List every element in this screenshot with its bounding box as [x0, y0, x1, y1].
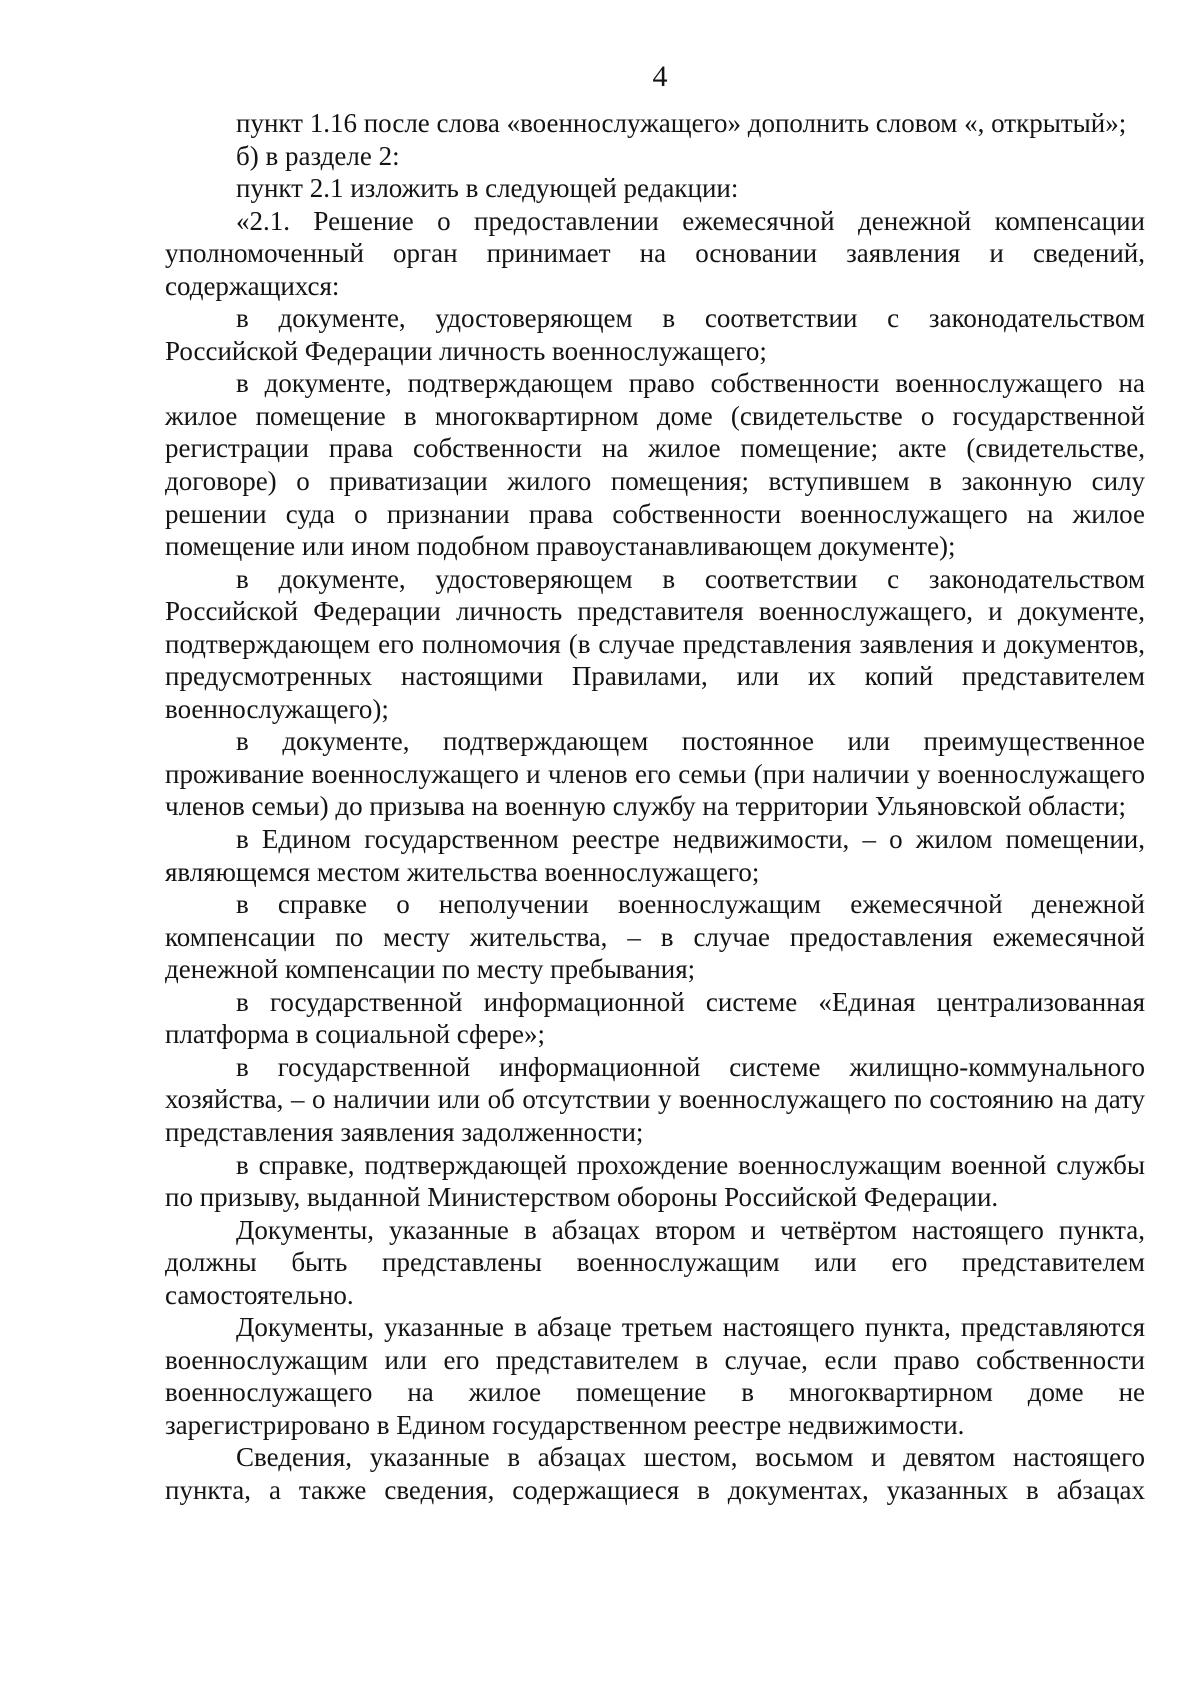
paragraph-section-2-heading: б) в разделе 2: [236, 140, 400, 171]
paragraph-clause-1-16: пункт 1.16 после слова «военнослужащего» дополнить словом «, открытый»; [236, 108, 1127, 138]
paragraph-ownership-not-registered: Документы, указанные в абзаце третьем настоящего пункта, представляются военнослужащим или его представителем в случае, если право собственности военнослужащего на жилое помещение в многоквартирном доме не зарегистрировано в Едином государственном реестре недвижимости. [165, 1312, 1145, 1440]
paragraph-real-estate-registry: в Едином государственном реестре недвижимости, – о жилом помещении, являющемся местом жительства военнослужащего; [165, 824, 1145, 887]
paragraph-non-receipt-certificate: в справке о неполучении военнослужащим ежемесячной денежной компенсации по месту жительства, – в случае предоставления ежемесячной денежной компенсации по месту пребывания; [165, 889, 1145, 985]
paragraph-social-platform: в государственной информационной системе «Единая централизованная платформа в социальной сфере»; [165, 986, 1145, 1050]
paragraph-clause-2-1-text: «2.1. Решение о предоставлении ежемесячной денежной компенсации уполномоченный орган принимает на основании заявления и сведений, содержащихся: [165, 205, 1145, 301]
paragraph-clause-2-1-intro: пункт 2.1 изложить в следующей редакции: [236, 173, 739, 204]
paragraph-identity-document: в документе, удостоверяющем в соответствии с законодательством Российской Федерации личность военнослужащего; [165, 303, 1145, 366]
paragraph-housing-system: в государственной информационной системе жилищно-коммунального хозяйства, – о наличии или об отсутствии у военнослужащего по состоянию на дату представления заявления задолженности; [165, 1051, 1145, 1147]
document-body [165, 107, 1145, 1507]
paragraph-representative-document: в документе, удостоверяющем в соответствии с законодательством Российской Федерации личность представителя военнослужащего, и документе, подтверждающем его полномочия (в случае представления заявления и документов, предусмотренных настоящими Правилами, или их копий представителем военнослужащего); [165, 563, 1145, 724]
paragraph-self-submitted-documents: Документы, указанные в абзацах втором и четвёртом настоящего пункта, должны быть представлены военнослужащим или его представителем самостоятельно. [165, 1214, 1145, 1310]
paragraph-service-certificate: в справке, подтверждающей прохождение военнослужащим военной службы по призыву, выданной Министерством обороны Российской Федерации. [165, 1149, 1145, 1213]
paragraph-residence-document: в документе, подтверждающем постоянное или преимущественное проживание военнослужащего и членов его семьи (при наличии у военнослужащего членов семьи) до призыва на военную службу на территории Ульяновской области; [165, 726, 1145, 822]
page-number: 4 [652, 60, 668, 93]
paragraph-information-sources: Сведения, указанные в абзацах шестом, восьмом и девятом настоящего пункта, а также сведения, содержащиеся в документах, указанных в абзацах [165, 1442, 1145, 1505]
paragraph-ownership-document: в документе, подтверждающем право собственности военнослужащего на жилое помещение в многоквартирном доме (свидетельстве о государственной регистрации права собственности на жилое помещение; акте (свидетельстве, договоре) о приватизации жилого помещения; вступившем в законную силу решении суда о признании права собственности военнослужащего на жилое помещение или ином подобном правоустанавливающем документе); [165, 368, 1145, 562]
